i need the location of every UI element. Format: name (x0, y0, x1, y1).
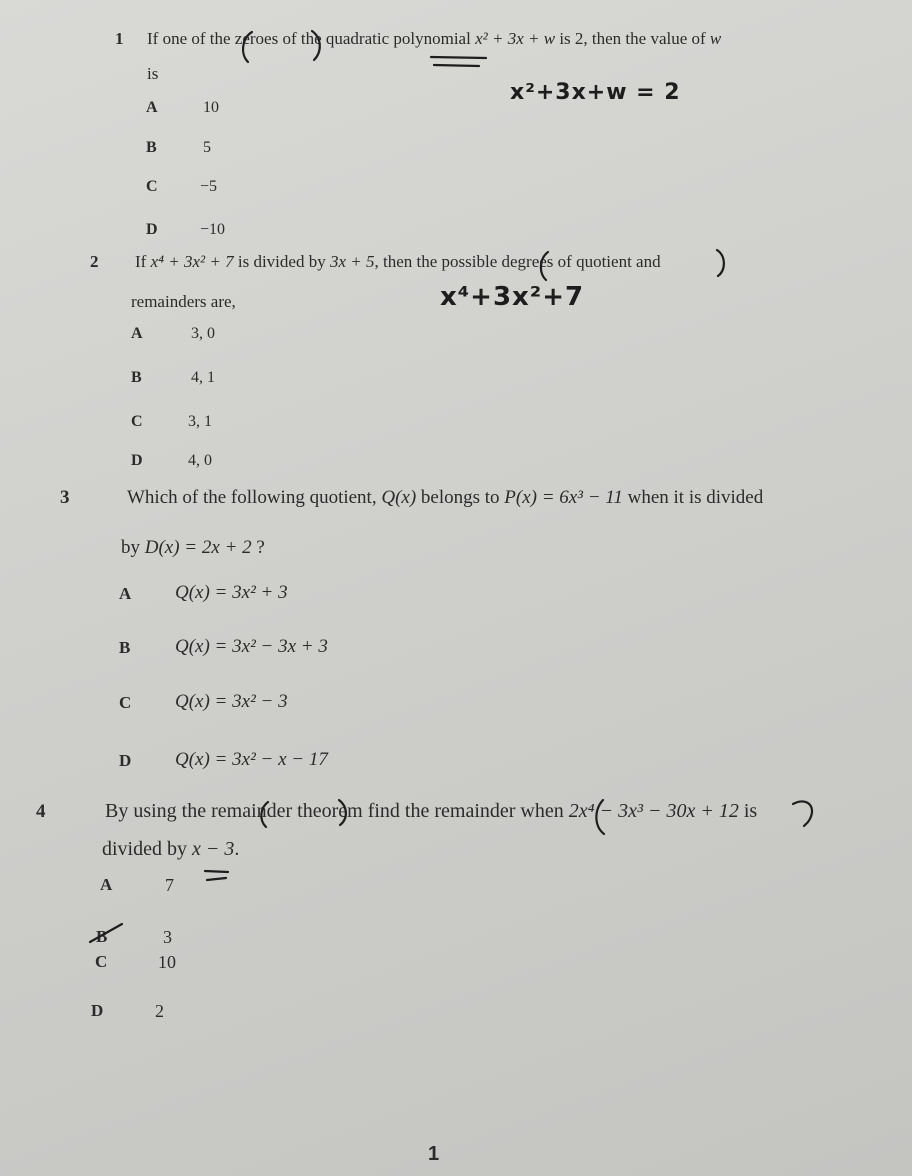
q1-polynomial-underline-2 (434, 65, 479, 66)
question-1-option-b-value[interactable]: 5 (203, 139, 211, 156)
question-2-option-b-letter: B (131, 369, 142, 386)
question-2-number: 2 (90, 252, 99, 271)
question-2-stem-text-2: is divided by (233, 252, 330, 271)
question-3-stem-line2 (121, 537, 265, 559)
question-3-stem-line2-prefix: by (121, 537, 145, 558)
question-2-stem (135, 252, 661, 272)
question-4-option-d-letter: D (91, 1001, 104, 1020)
question-3-dividend: P(x) = 6x³ − 11 (504, 487, 623, 508)
question-4-option-c-letter: C (95, 952, 108, 971)
question-1-option-a-value[interactable]: 10 (203, 99, 219, 116)
question-2-handwritten-note: x⁴+3x²+7 (440, 282, 585, 312)
question-1-stem-line2: is (147, 64, 159, 83)
question-2-divisor: 3x + 5 (329, 252, 375, 271)
question-3-stem-text-2: belongs to (416, 487, 505, 508)
question-2-stem-text-3: , then the possible degrees of quotient and (374, 252, 661, 271)
question-2-polynomial: x⁴ + 3x² + 7 (150, 252, 234, 271)
q4-divisor-mark (205, 871, 228, 872)
question-3-option-b-value[interactable]: Q(x) = 3x² − 3x + 3 (175, 636, 328, 657)
question-3-stem-text: Which of the following quotient, (127, 487, 382, 508)
question-4-number: 4 (36, 801, 46, 822)
question-3-option-b-letter: B (119, 638, 131, 657)
question-2-option-a-letter: A (131, 325, 143, 342)
question-3-option-c-letter: C (119, 693, 132, 712)
question-2-option-d-letter: D (131, 452, 143, 469)
question-1-option-d-value[interactable]: −10 (200, 221, 226, 238)
question-1-option-c-letter: C (146, 178, 158, 195)
question-2-option-b-value[interactable]: 4, 1 (191, 369, 215, 386)
question-1-number: 1 (115, 29, 124, 48)
q4-divisor-mark-2 (207, 878, 226, 880)
question-3-quotient: Q(x) (381, 487, 417, 508)
page-number: 1 (428, 1143, 440, 1165)
question-1-stem-text-2: is 2, then the value of (555, 29, 710, 48)
question-2-option-c-value[interactable]: 3, 1 (188, 413, 212, 430)
question-2-option-c-letter: C (131, 413, 143, 430)
question-1-option-c-value[interactable]: −5 (200, 178, 218, 195)
question-3-stem (127, 487, 763, 509)
question-4-stem-line2-prefix: divided by (102, 838, 192, 860)
question-4-stem-text-2: is (738, 800, 758, 822)
question-4-stem-text: By using the remainder theorem find the remainder when (105, 800, 569, 822)
question-1-polynomial: x² + 3x + w (475, 29, 556, 48)
question-4-option-a-letter: A (100, 875, 113, 894)
question-2-stem-text: If (135, 252, 151, 271)
question-2-option-a-value[interactable]: 3, 0 (191, 325, 215, 342)
question-1-stem (147, 29, 721, 49)
question-3-option-a-value[interactable]: Q(x) = 3x² + 3 (175, 582, 288, 603)
question-1-variable: w (709, 29, 722, 48)
question-1-stem-text: If one of the zeroes of the quadratic polynomial (147, 29, 476, 48)
question-4-option-b-letter: B (96, 927, 108, 946)
question-3-stem-text-3: when it is divided (622, 487, 764, 508)
question-4-option-b-value[interactable]: 3 (163, 927, 172, 947)
question-3-stem-line2-suffix: ? (251, 537, 265, 558)
q1-polynomial-underline (431, 57, 486, 58)
q4-is-curl (793, 801, 812, 826)
question-3-option-d-letter: D (119, 751, 132, 770)
question-4-stem-line2 (102, 838, 239, 861)
question-4-stem (105, 800, 757, 823)
question-4-divisor: x − 3 (192, 838, 235, 860)
question-4-polynomial: 2x⁴ − 3x³ − 30x + 12 (568, 800, 739, 822)
question-4-option-d-value[interactable]: 2 (155, 1001, 164, 1021)
question-2-option-d-value[interactable]: 4, 0 (188, 452, 212, 469)
question-1-option-a-letter: A (146, 99, 158, 116)
question-1-handwritten-note: x²+3x+w = 2 (510, 80, 681, 105)
question-3-option-a-letter: A (119, 584, 132, 603)
question-4-option-c-value[interactable]: 10 (158, 952, 176, 972)
question-1-option-b-letter: B (146, 139, 157, 156)
question-3-number: 3 (60, 487, 70, 508)
question-2-stem-line2: remainders are, (131, 292, 236, 311)
question-3-option-d-value[interactable]: Q(x) = 3x² − x − 17 (175, 749, 328, 770)
question-4-stem-line2-suffix: . (234, 838, 240, 860)
question-3-divisor: D(x) = 2x + 2 (144, 537, 252, 558)
question-4-option-a-value[interactable]: 7 (165, 875, 174, 895)
question-1-option-d-letter: D (146, 221, 158, 238)
q2-bracket-right (717, 250, 724, 276)
question-3-option-c-value[interactable]: Q(x) = 3x² − 3 (175, 691, 288, 712)
